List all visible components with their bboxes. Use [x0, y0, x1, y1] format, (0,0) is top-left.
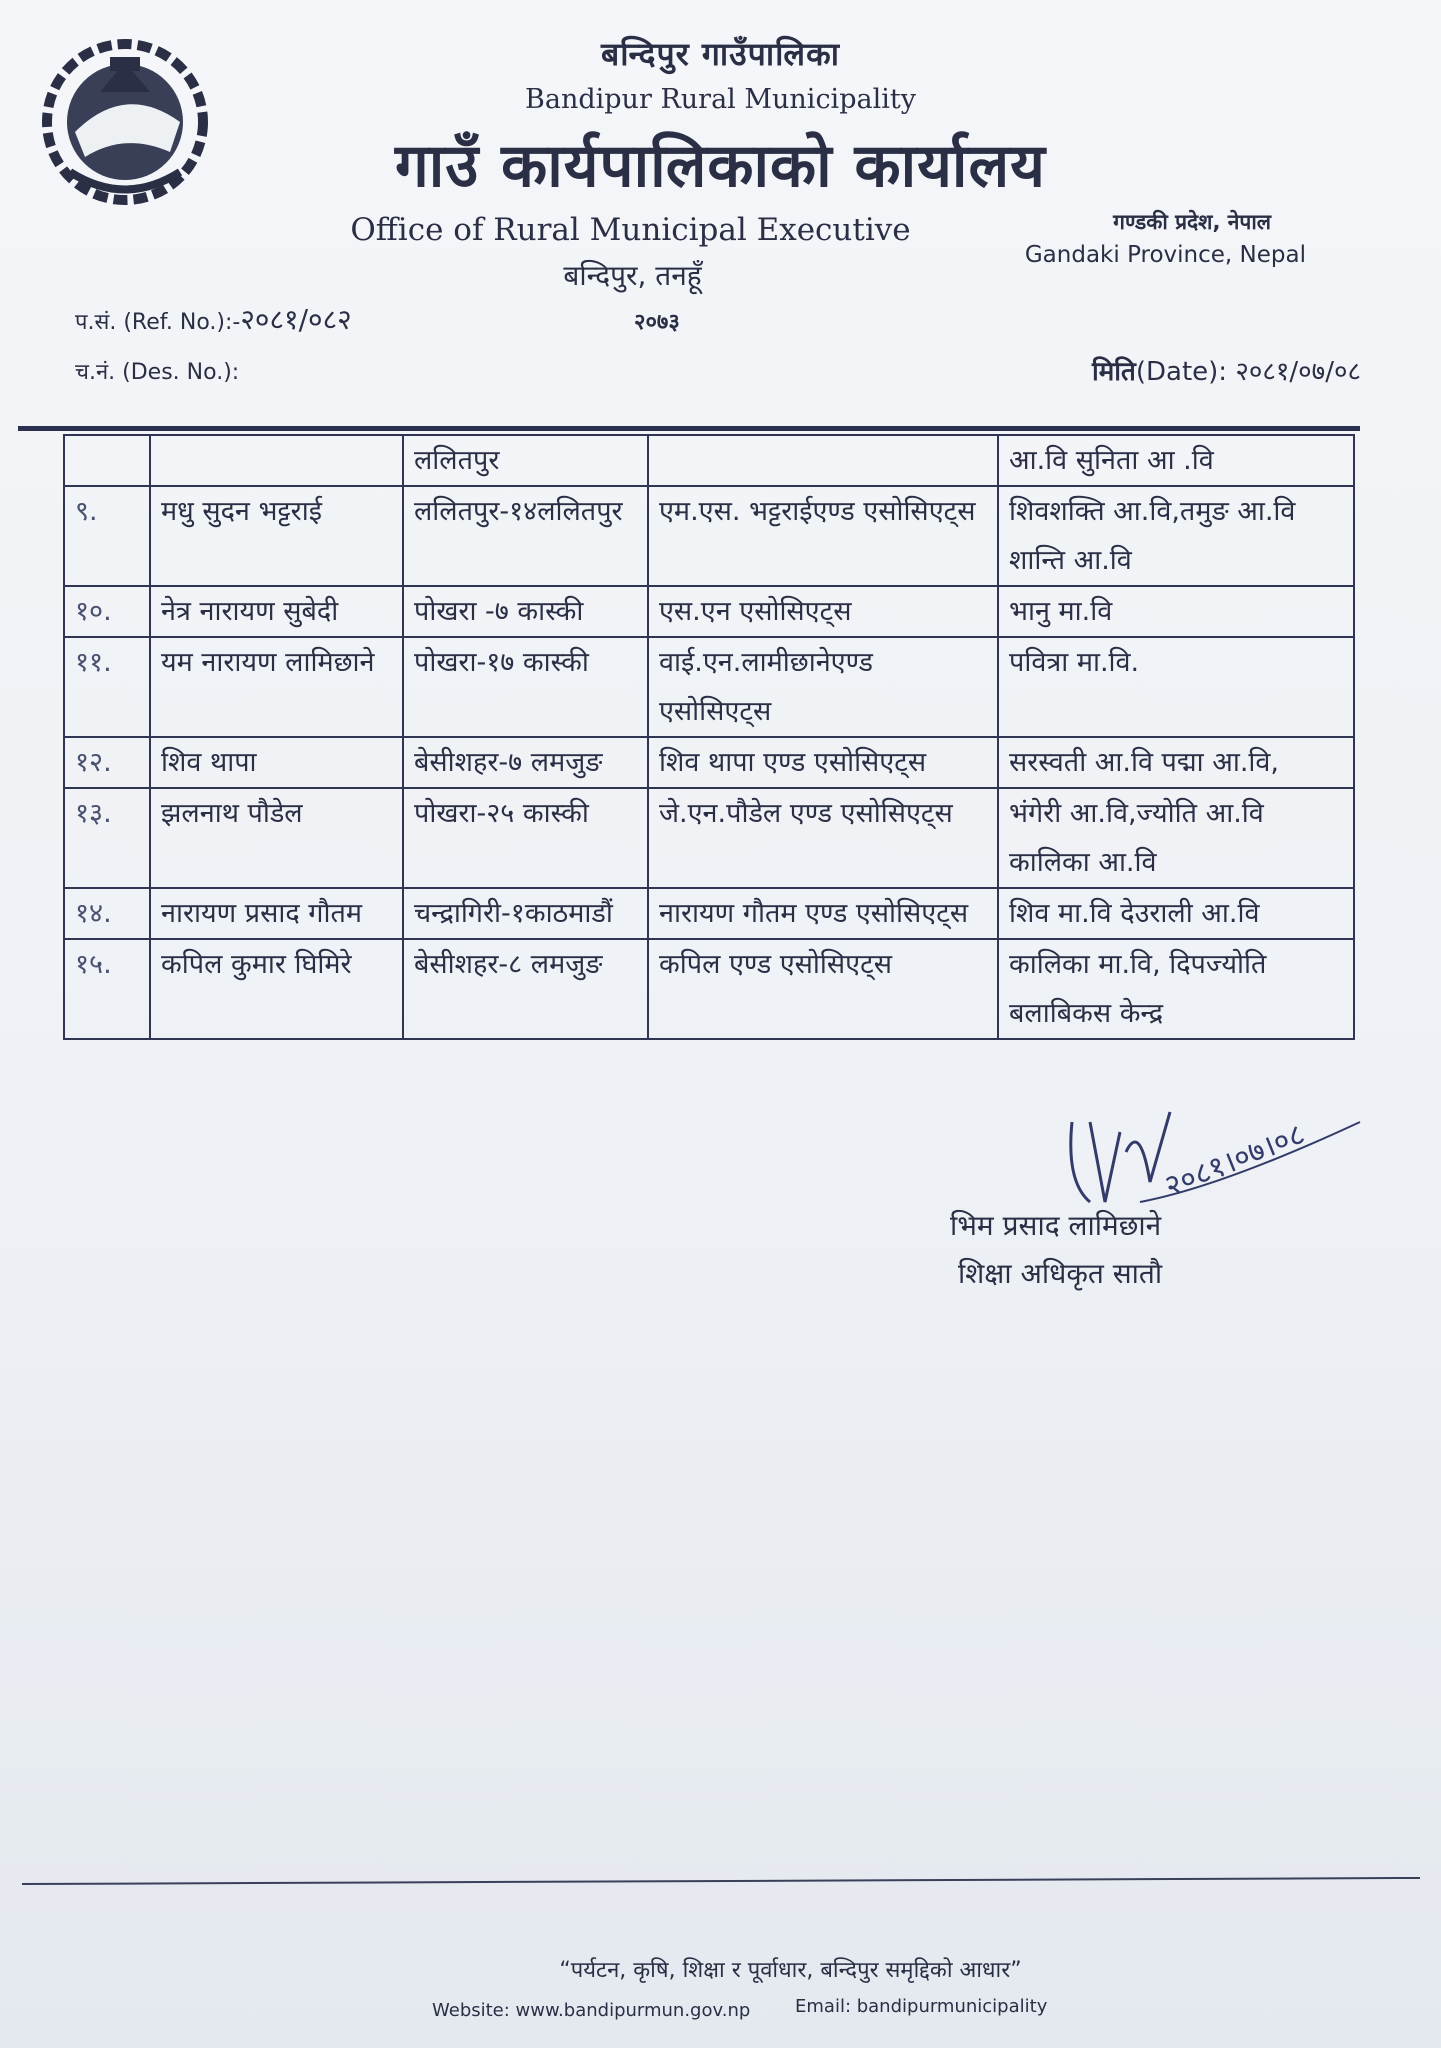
firm-name-cell	[648, 435, 998, 486]
serial-number-cell: १५.	[64, 939, 150, 1039]
office-name-en: Office of Rural Municipal Executive	[350, 212, 911, 248]
firm-name-cell: एम.एस. भट्टराईएण्ड एसोसिएट्स	[648, 486, 998, 586]
auditor-table	[63, 434, 1355, 1040]
table-row	[64, 637, 1354, 737]
province-en: Gandaki Province, Nepal	[1024, 242, 1306, 268]
auditor-name-cell: कपिल कुमार घिमिरे	[150, 939, 403, 1039]
assigned-schools-cell: पवित्रा मा.वि.	[998, 637, 1354, 737]
auditor-address-cell: पोखरा-१७ कास्की	[403, 637, 648, 737]
auditor-name-cell: मधु सुदन भट्टराई	[150, 486, 403, 586]
table-row	[64, 788, 1354, 888]
ref-label: प.सं. (Ref. No.):-	[75, 310, 241, 335]
auditor-name-cell: झलनाथ पौडेल	[150, 788, 403, 888]
auditor-address-cell: पोखरा -७ कास्की	[403, 586, 648, 637]
auditor-name-cell: नारायण प्रसाद गौतम	[150, 888, 403, 939]
firm-name-cell: कपिल एण्ड एसोसिएट्स	[648, 939, 998, 1039]
auditor-address-cell: ललितपुर	[403, 435, 648, 486]
firm-name-cell: शिव थापा एण्ड एसोसिएट्स	[648, 737, 998, 788]
auditor-name-cell: यम नारायण लामिछाने	[150, 637, 403, 737]
office-address: बन्दिपुर, तनहूँ	[563, 259, 702, 292]
despatch-number: च.नं. (Des. No.):	[75, 360, 240, 385]
assigned-schools-cell: शिव मा.वि देउराली आ.वि	[998, 888, 1354, 939]
serial-number-cell	[64, 435, 150, 486]
office-name-np: गाउँ कार्यपालिकाको कार्यालय	[395, 131, 1046, 201]
footer-divider	[22, 1877, 1420, 1885]
assigned-schools-cell: सरस्वती आ.वि पद्मा आ.वि,	[998, 737, 1354, 788]
municipality-name-en: Bandipur Rural Municipality	[525, 84, 916, 115]
serial-number-cell: ९.	[64, 486, 150, 586]
table-row	[64, 888, 1354, 939]
auditor-name-cell: नेत्र नारायण सुबेदी	[150, 586, 403, 637]
firm-name-cell: नारायण गौतम एण्ड एसोसिएट्स	[648, 888, 998, 939]
firm-name-cell: जे.एन.पौडेल एण्ड एसोसिएट्स	[648, 788, 998, 888]
date-label: मिति	[1092, 357, 1136, 387]
header-divider	[18, 426, 1360, 431]
auditor-address-cell: पोखरा-२५ कास्की	[403, 788, 648, 888]
reference-number	[75, 300, 352, 338]
auditor-name-cell: शिव थापा	[150, 737, 403, 788]
firm-name-cell: वाई.एन.लामीछानेएण्ड एसोसिएट्स	[648, 637, 998, 737]
province-np: गण्डकी प्रदेश, नेपाल	[1113, 210, 1271, 234]
auditor-address-cell: बेसीशहर-७ लमजुङ	[403, 737, 648, 788]
serial-number-cell: १०.	[64, 586, 150, 637]
auditor-address-cell: बेसीशहर-८ लमजुङ	[403, 939, 648, 1039]
auditor-address-cell: चन्द्रागिरी-१काठमाडौं	[403, 888, 648, 939]
table-row	[64, 486, 1354, 586]
year-code: २०७३	[634, 310, 680, 335]
date-label-en: (Date):	[1135, 357, 1236, 387]
table-row	[64, 586, 1354, 637]
serial-number-cell: १४.	[64, 888, 150, 939]
signer-name: भिम प्रसाद लामिछाने	[950, 1209, 1162, 1242]
firm-name-cell: एस.एन एसोसिएट्स	[648, 586, 998, 637]
footer-website: Website: www.bandipurmun.gov.np	[432, 2000, 751, 2021]
municipality-name-np: बन्दिपुर गाउँपालिका	[601, 35, 840, 73]
serial-number-cell: १२.	[64, 737, 150, 788]
assigned-schools-cell: भानु मा.वि	[998, 586, 1354, 637]
handwritten-date: २०८१।०७।०८	[1159, 1116, 1310, 1205]
auditor-address-cell: ललितपुर-१४ललितपुर	[403, 486, 648, 586]
serial-number-cell: ११.	[64, 637, 150, 737]
assigned-schools-cell: भंगेरी आ.वि,ज्योति आ.वि कालिका आ.वि	[998, 788, 1354, 888]
footer-email: Email: bandipurmunicipality	[795, 1996, 1048, 2017]
serial-number-cell: १३.	[64, 788, 150, 888]
table-row	[64, 939, 1354, 1039]
assigned-schools-cell: कालिका मा.वि, दिपज्योति बलाबिकस केन्द्र	[998, 939, 1354, 1039]
signer-title: शिक्षा अधिकृत सातौ	[958, 1257, 1163, 1290]
assigned-schools-cell: आ.वि सुनिता आ .वि	[998, 435, 1354, 486]
ref-value: २०८१/०८२	[240, 303, 352, 336]
date-value: २०८१/०७/०८	[1235, 357, 1361, 387]
table-row	[64, 737, 1354, 788]
footer-slogan: “पर्यटन, कृषि, शिक्षा र पूर्वाधार, बन्दिपुर समृद्दिको आधार”	[559, 1958, 1022, 1983]
table-row	[64, 435, 1354, 486]
auditor-name-cell	[150, 435, 403, 486]
assigned-schools-cell: शिवशक्ति आ.वि,तमुङ आ.वि शान्ति आ.वि	[998, 486, 1354, 586]
letter-date	[1092, 352, 1361, 388]
